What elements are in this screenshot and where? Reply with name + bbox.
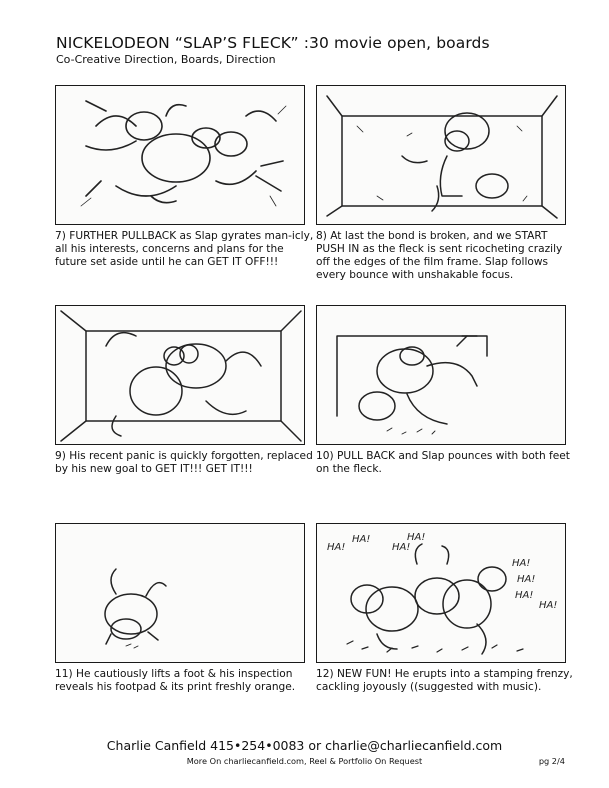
panel-12-sketch — [317, 524, 566, 663]
sfx-ha-7: HA! — [515, 590, 534, 601]
page-number: pg 2/4 — [538, 756, 565, 766]
storyboard-panel-10 — [316, 305, 566, 445]
panel-8-sketch — [317, 86, 566, 225]
panel-11-sketch — [56, 524, 305, 663]
panel-9-caption: 9) His recent panic is quickly forgotten, replaced by his new goal to GET IT!!! GET IT!!! — [55, 450, 313, 475]
sfx-ha-8: HA! — [539, 600, 558, 611]
page-subtitle: Co-Creative Direction, Boards, Direction — [56, 53, 276, 66]
storyboard-panel-12 — [316, 523, 566, 663]
panel-10-caption: 10) PULL BACK and Slap pounces with both feet on the fleck. — [316, 450, 570, 475]
panel-7-caption: 7) FURTHER PULLBACK as Slap gyrates man-icly, all his interests, concerns and plans for the future set aside until he can GET IT OFF!!! — [55, 230, 314, 268]
panel-11-caption: 11) He cautiously lifts a foot & his inspection reveals his footpad & its print freshly orange. — [55, 668, 296, 693]
panel-12-caption: 12) NEW FUN! He erupts into a stamping frenzy, cackling joyously ((suggested with music). — [316, 668, 573, 693]
sfx-ha-4: HA! — [407, 532, 426, 543]
storyboard-panel-7 — [55, 85, 305, 225]
sfx-ha-5: HA! — [512, 558, 531, 569]
page-title: NICKELODEON “SLAP’S FLECK” :30 movie open, boards — [56, 34, 490, 52]
panel-12-sfx-group — [327, 532, 557, 611]
storyboard-panel-8 — [316, 85, 566, 225]
sfx-ha-6: HA! — [517, 574, 536, 585]
sfx-ha-3: HA! — [392, 542, 411, 553]
panel-8-caption: 8) At last the bond is broken, and we START PUSH IN as the fleck is sent ricocheting crazily off the edges of the film frame. Slap follows every bounce with unshakable focus. — [316, 230, 563, 281]
footer-more-info: More On charliecanfield.com, Reel & Portfolio On Request — [186, 756, 423, 766]
panel-7-sketch — [56, 86, 305, 225]
panel-9-sketch — [56, 306, 305, 445]
storyboard-panel-9 — [55, 305, 305, 445]
sfx-ha-1: HA! — [327, 542, 346, 553]
panel-10-sketch — [317, 306, 566, 445]
storyboard-panel-11 — [55, 523, 305, 663]
footer-contact: Charlie Canfield 415•254•0083 or charlie@charliecanfield.com — [106, 738, 503, 753]
sfx-ha-2: HA! — [352, 534, 371, 545]
